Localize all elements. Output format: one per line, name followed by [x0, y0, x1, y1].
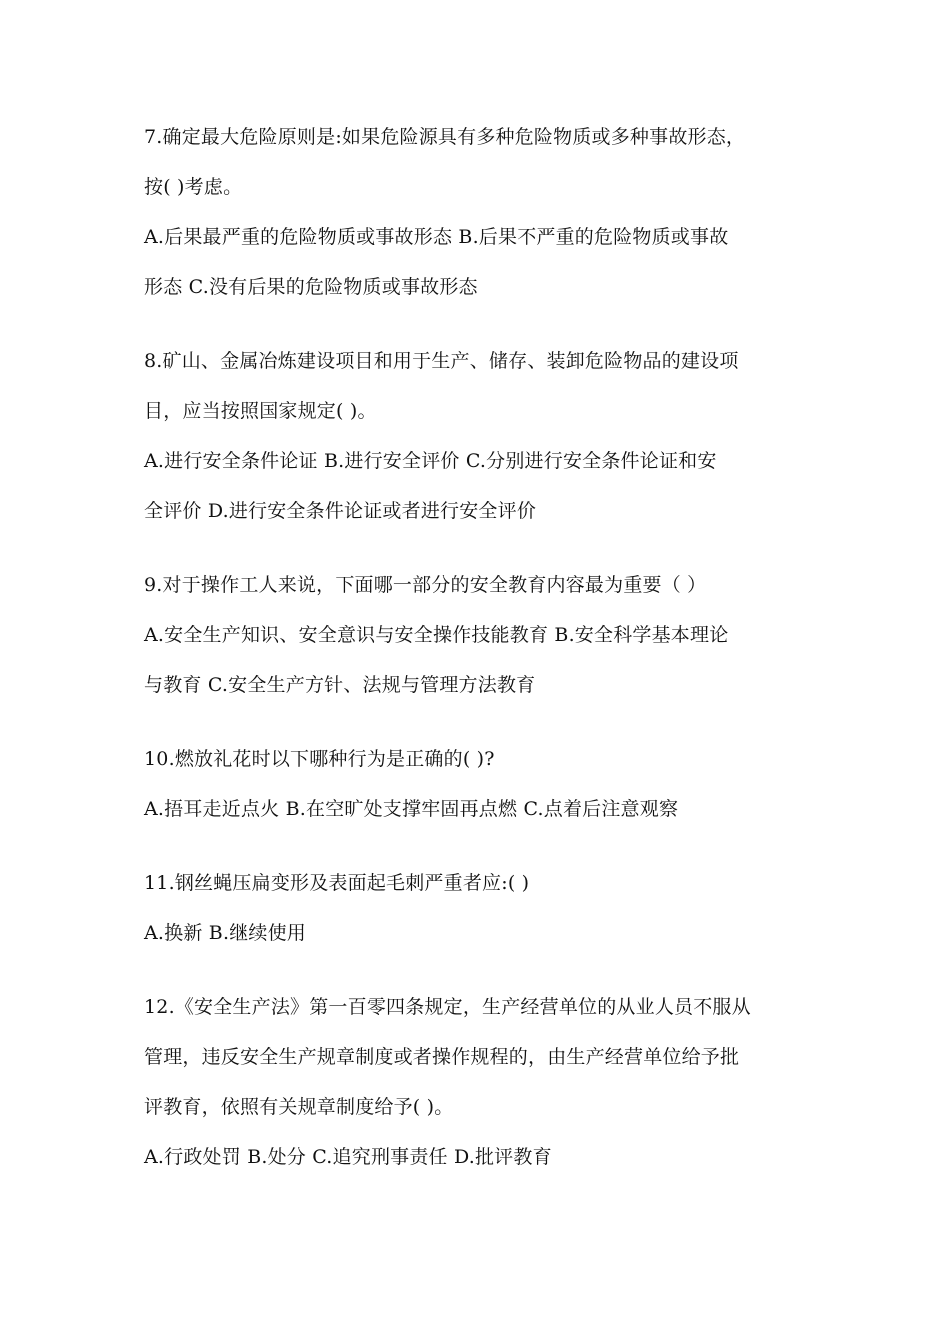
question-8 — [144, 336, 824, 536]
question-options: A.进行安全条件论证 B.进行安全评价 C.分别进行安全条件论证和安 — [144, 450, 717, 472]
question-7 — [144, 112, 824, 312]
question-10 — [144, 734, 824, 834]
question-options: A.后果最严重的危险物质或事故形态 B.后果不严重的危险物质或事故 — [144, 226, 729, 248]
question-options: 全评价 D.进行安全条件论证或者进行安全评价 — [144, 500, 537, 522]
question-options: A.行政处罚 B.处分 C.追究刑事责任 D.批评教育 — [144, 1146, 552, 1168]
question-options: A.捂耳走近点火 B.在空旷处支撑牢固再点燃 C.点着后注意观察 — [144, 798, 679, 820]
question-text: 12.《安全生产法》第一百零四条规定，生产经营单位的从业人员不服从 — [144, 996, 751, 1018]
question-text: 8.矿山、金属冶炼建设项目和用于生产、储存、装卸危险物品的建设项 — [144, 350, 739, 372]
question-text: 管理，违反安全生产规章制度或者操作规程的，由生产经营单位给予批 — [144, 1046, 740, 1068]
question-text: 按( )考虑。 — [144, 176, 243, 198]
question-text: 11.钢丝蝇压扁变形及表面起毛刺严重者应:( ) — [144, 872, 530, 894]
question-12 — [144, 982, 824, 1182]
question-text: 9.对于操作工人来说，下面哪一部分的安全教育内容最为重要（ ） — [144, 574, 707, 596]
question-9 — [144, 560, 824, 710]
question-options: 与教育 C.安全生产方针、法规与管理方法教育 — [144, 674, 536, 696]
question-options: A.安全生产知识、安全意识与安全操作技能教育 B.安全科学基本理论 — [144, 624, 729, 646]
question-11 — [144, 858, 824, 958]
question-options: 形态 C.没有后果的危险物质或事故形态 — [144, 276, 478, 298]
question-options: A.换新 B.继续使用 — [144, 922, 307, 944]
document-page — [144, 112, 824, 1206]
question-text: 10.燃放礼花时以下哪种行为是正确的( )? — [144, 748, 495, 770]
question-text: 7.确定最大危险原则是:如果危险源具有多种危险物质或多种事故形态， — [144, 126, 746, 148]
question-text: 目，应当按照国家规定( )。 — [144, 400, 377, 422]
question-text: 评教育，依照有关规章制度给予( )。 — [144, 1096, 454, 1118]
